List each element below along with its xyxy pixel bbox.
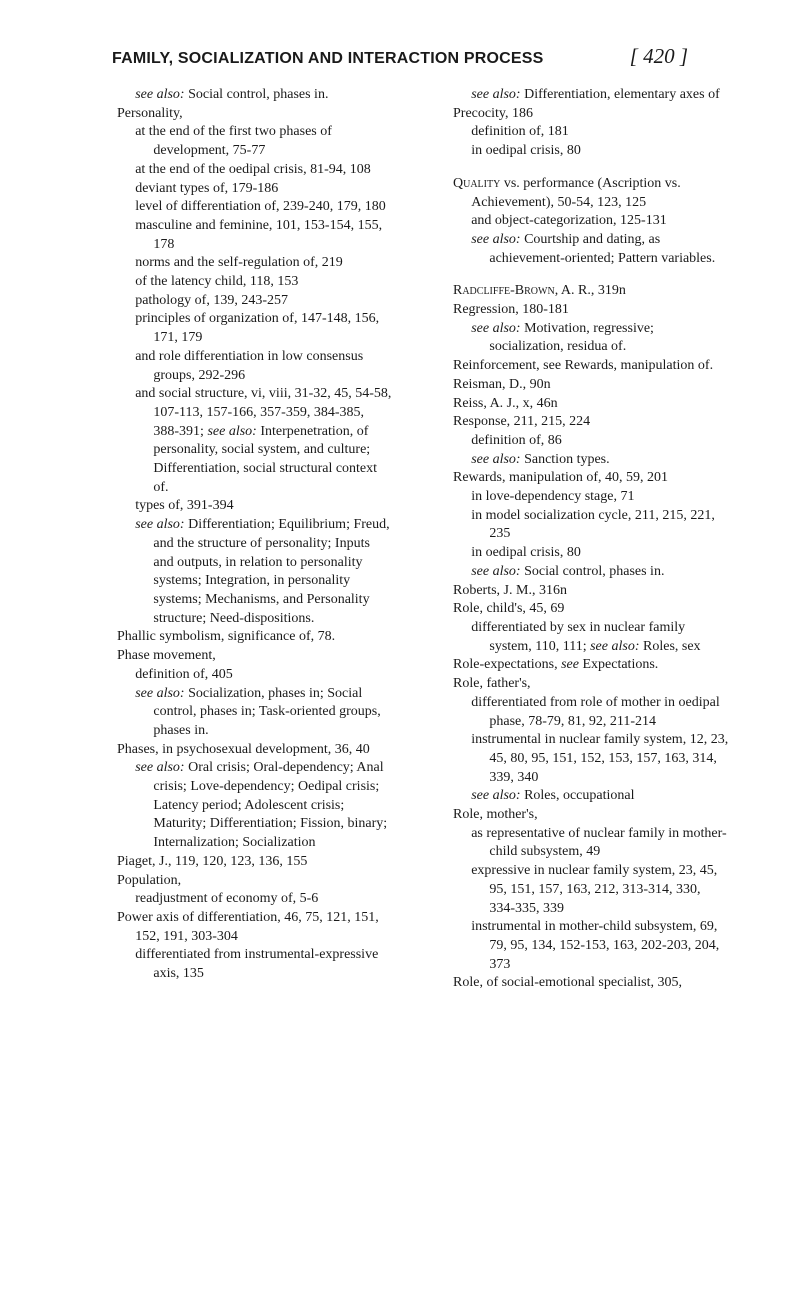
index-entry-text: see also: — [207, 423, 257, 439]
index-entry — [135, 292, 393, 311]
index-entry-text: Role, mother's, — [453, 807, 538, 823]
index-entry-text: pathology of, 139, 243-257 — [135, 292, 289, 308]
index-entry-text: Role, of social-emotional specialist, 305, — [453, 975, 683, 991]
index-entry — [453, 301, 729, 320]
index-entry — [471, 694, 729, 731]
index-entry — [453, 376, 729, 395]
index-entry-text: see also: — [471, 451, 521, 467]
index-entry-text: and social structure, vi, viii, 31-32, 45, 54-58, 107-113, 157-166, 357-359, 384-385, 388-391; — [135, 386, 392, 439]
index-entry-text: , A. R., 319n — [554, 283, 626, 299]
index-entry-text: types of, 391-394 — [135, 498, 234, 514]
index-entry-text: at the end of the oedipal crisis, 81-94, 108 — [135, 161, 371, 177]
index-entry-text: Sanction types. — [520, 451, 610, 467]
index-entry-text: Social control, phases in. — [520, 563, 665, 579]
index-entry-text: see also: — [135, 517, 185, 533]
index-entry — [453, 656, 729, 675]
index-entry — [471, 787, 729, 806]
index-entry-text: in oedipal crisis, 80 — [471, 545, 581, 561]
index-entry-text: Piaget, J., 119, 120, 123, 136, 155 — [117, 853, 308, 869]
index-entry — [117, 628, 393, 647]
index-entry — [453, 105, 729, 124]
index-entry-text: Phallic symbolism, significance of, 78. — [117, 629, 336, 645]
index-entry-text: Regression, 180-181 — [453, 302, 569, 318]
index-entry-text: in model socialization cycle, 211, 215, 221, 235 — [471, 507, 715, 542]
index-entry — [135, 685, 393, 741]
index-entry-text: Personality, — [117, 105, 183, 121]
index-entry-text: norms and the self-regulation of, 219 — [135, 255, 343, 271]
index-entry-text: Oral crisis; Oral-dependency; Anal crisis; Love-dependency; Oedipal crisis; Latency period; Adolescent crisis; Maturity; Differentiation; Fission, binary; Internalization; Socialization — [153, 760, 388, 851]
index-entry — [471, 320, 729, 357]
index-entry-text: Population, — [117, 872, 182, 888]
index-entry — [471, 432, 729, 451]
index-entry — [117, 872, 393, 891]
index-entry-text: readjustment of economy of, 5-6 — [135, 891, 319, 907]
index-entry-text: Motivation, regressive; socialization, residua of. — [489, 320, 654, 355]
index-entry — [135, 254, 393, 273]
index-entry-text: Phases, in psychosexual development, 36, 40 — [117, 741, 370, 757]
index-entry — [117, 909, 393, 946]
index-entry-text: see also: — [471, 87, 521, 102]
index-entry — [117, 741, 393, 760]
index-entry — [135, 497, 393, 516]
index-entry — [471, 563, 729, 582]
index-entry — [453, 974, 729, 993]
index-entry-text: instrumental in mother-child subsystem, 69, 79, 95, 134, 152-153, 163, 202-203, 204, 373 — [471, 919, 720, 972]
index-entry — [135, 348, 393, 385]
index-entry — [453, 582, 729, 601]
index-entry — [471, 451, 729, 470]
index-entry-text: at the end of the first two phases of development, 75-77 — [135, 124, 332, 159]
index-entry — [471, 231, 729, 268]
index-entry — [471, 619, 729, 656]
index-entry-text: Differentiation; Equilibrium; Freud, and the structure of personality; Inputs and outputs, in relation to personality systems; Integration, in personality systems; Mechanisms, and Personality structure; Need-dispositions. — [153, 517, 390, 626]
index-column-left — [117, 86, 393, 984]
index-entry-text: definition of, 181 — [471, 124, 569, 140]
index-entry-text: Differentiation, elementary axes of — [520, 87, 720, 102]
index-entry — [471, 123, 729, 142]
index-entry-text: see also: — [471, 231, 521, 247]
index-entry — [135, 198, 393, 217]
index-entry-text: definition of, 86 — [471, 432, 562, 448]
index-entry-text: Socialization, phases in; Social control, phases in; Task-oriented groups, phases in. — [153, 685, 381, 738]
index-entry-text: Response, 211, 215, 224 — [453, 414, 591, 430]
index-entry — [135, 161, 393, 180]
index-entry — [471, 731, 729, 787]
index-entry — [117, 853, 393, 872]
index-entry — [453, 357, 729, 376]
index-entry — [135, 310, 393, 347]
index-entry — [453, 175, 729, 212]
index-entry — [453, 600, 729, 619]
index-entry-text: of the latency child, 118, 153 — [135, 274, 299, 290]
index-entry-text: see also: — [471, 563, 521, 579]
index-entry — [135, 890, 393, 909]
running-head: FAMILY, SOCIALIZATION AND INTERACTION PROCESS — [112, 50, 544, 67]
index-entry-text: level of differentiation of, 239-240, 179, 180 — [135, 199, 386, 215]
index-entry-text: Interpenetration, of personality, social system, and culture; Differentiation, social structural context of. — [153, 423, 378, 495]
index-entry-text: Precocity, 186 — [453, 105, 533, 121]
index-column-right — [453, 86, 729, 993]
index-entry — [471, 86, 729, 105]
index-entry-text: and role differentiation in low consensus groups, 292-296 — [135, 348, 364, 383]
index-entry — [135, 666, 393, 685]
index-entry-text: see also: — [590, 638, 640, 654]
index-entry — [453, 413, 729, 432]
index-entry-text: Quality — [453, 175, 501, 191]
index-entry-text: see also: — [135, 760, 185, 776]
index-entry-text: definition of, 405 — [135, 666, 233, 682]
index-entry — [471, 918, 729, 974]
index-entry — [471, 825, 729, 862]
index-entry-text: Courtship and dating, as achievement-oriented; Pattern variables. — [489, 231, 716, 266]
index-entry — [135, 385, 393, 497]
index-entry-text: Rewards, manipulation of, 40, 59, 201 — [453, 470, 669, 486]
index-entry-text: instrumental in nuclear family system, 12, 23, 45, 80, 95, 151, 152, 153, 157, 163, 314, 339, 340 — [471, 732, 729, 785]
index-entry — [135, 217, 393, 254]
index-entry — [135, 516, 393, 628]
index-entry-text: Expectations. — [578, 657, 659, 673]
index-entry — [471, 544, 729, 563]
index-entry-text: Roles, occupational — [520, 788, 635, 804]
index-entry-text: Reinforcement, see Rewards, manipulation of. — [453, 358, 714, 374]
index-entry-text: Reisman, D., 90n — [453, 376, 551, 392]
index-entry — [471, 212, 729, 231]
index-entry — [135, 946, 393, 983]
index-entry-text: Role-expectations, — [453, 657, 562, 673]
page-number: [ 420 ] — [629, 44, 688, 68]
index-entry — [135, 86, 393, 105]
index-entry-text: Power axis of differentiation, 46, 75, 121, 151, 152, 191, 303-304 — [117, 909, 379, 944]
index-entry-text: in love-dependency stage, 71 — [471, 489, 635, 505]
index-entry — [471, 142, 729, 161]
index-entry-text: differentiated from role of mother in oedipal phase, 78-79, 81, 92, 211-214 — [471, 694, 720, 729]
index-entry-text: masculine and feminine, 101, 153-154, 155, 178 — [135, 217, 383, 252]
index-entry-text: see — [561, 657, 579, 673]
index-entry-text: Reiss, A. J., x, 46n — [453, 395, 558, 411]
index-entry-text: principles of organization of, 147-148, 156, 171, 179 — [135, 311, 380, 346]
index-entry-text: in oedipal crisis, 80 — [471, 143, 581, 159]
index-entry — [453, 469, 729, 488]
page-header — [112, 44, 688, 69]
index-entry — [453, 675, 729, 694]
index-entry — [453, 806, 729, 825]
index-entry — [135, 759, 393, 853]
index-entry — [135, 180, 393, 199]
index-entry-text: expressive in nuclear family system, 23, 45, 95, 151, 157, 163, 212, 313-314, 330, 334-335, 339 — [471, 863, 718, 916]
index-entry — [471, 862, 729, 918]
index-entry-text: differentiated by sex in nuclear family system, 110, 111; — [471, 619, 686, 654]
index-entry-text: Radcliffe-Brown — [453, 283, 555, 299]
index-entry — [117, 105, 393, 124]
index-entry-text: see also: — [471, 320, 521, 336]
index-entry-text: differentiated from instrumental-expressive axis, 135 — [135, 947, 379, 982]
index-entry-text: Role, father's, — [453, 676, 531, 692]
index-entry — [471, 488, 729, 507]
index-entry-text: Role, child's, 45, 69 — [453, 601, 565, 617]
index-entry-text: deviant types of, 179-186 — [135, 180, 279, 196]
index-entry-text: vs. performance (Ascription vs. Achievement), 50-54, 123, 125 — [471, 175, 681, 210]
index-entry-text: Social control, phases in. — [184, 87, 329, 102]
index-entry — [117, 647, 393, 666]
index-entry — [135, 273, 393, 292]
index-entry-text: as representative of nuclear family in mother-child subsystem, 49 — [471, 825, 727, 860]
index-entry — [135, 123, 393, 160]
index-entry-text: Roberts, J. M., 316n — [453, 582, 567, 598]
index-entry-text: Phase movement, — [117, 648, 216, 664]
index-entry-text: and object-categorization, 125-131 — [471, 213, 667, 229]
index-entry-text: see also: — [135, 685, 185, 701]
index-entry — [471, 507, 729, 544]
index-entry — [453, 395, 729, 414]
index-entry — [453, 282, 729, 301]
index-entry-text: see also: — [471, 788, 521, 804]
index-entry-text: Roles, sex — [639, 638, 701, 654]
index-entry-text: see also: — [135, 87, 185, 102]
